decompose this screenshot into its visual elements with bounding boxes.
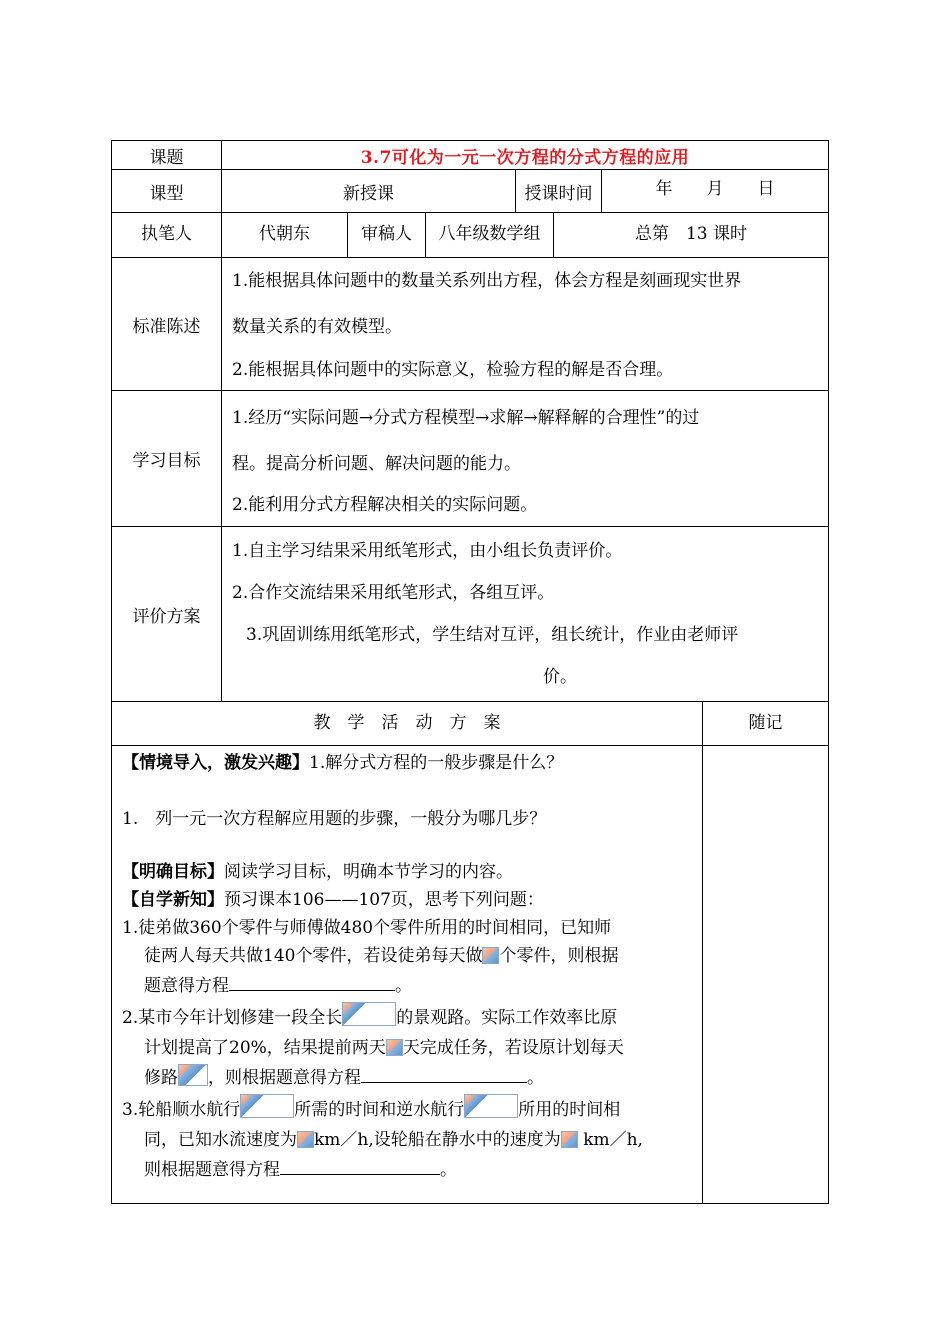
problem-3-line-2: 同，已知水流速度为 km／h,设轮船在静水中的速度为 km／h, [144,1130,643,1150]
goals-body [222,391,829,527]
standards-label: 标准陈述 [112,258,222,391]
problem-2-line-2: 计划提高了20%，结果提前两天 天完成任务，若设原计划每天 [144,1038,624,1058]
formula-image-icon [464,1094,518,1118]
time-value: 年 月 日 [602,170,829,213]
evaluation-line: 1.自主学习结果采用纸笔形式，由小组长负责评价。 [232,541,623,561]
formula-image-icon [178,1064,208,1086]
author-value: 代朝东 [222,213,348,258]
evaluation-line: 价。 [543,667,578,687]
activity-body [112,746,703,1204]
self-study-tag: 【自学新知】 [122,890,224,910]
intro-text: 1.解分式方程的一般步骤是什么？ [309,753,564,773]
formula-image-icon [386,1039,403,1056]
answer-blank [229,972,395,991]
standards-line: 1.能根据具体问题中的数量关系列出方程，体会方程是刻画现实世界 [232,271,742,291]
evaluation-label: 评价方案 [112,527,222,702]
lesson-plan-table [111,140,829,1204]
type-value: 新授课 [222,170,516,213]
goal-text: 阅读学习目标，明确本节学习的内容。 [224,862,513,882]
topic-label: 课题 [112,141,222,170]
problem-1-line-1: 1.徒弟做360个零件与师傅做480个零件所用的时间相同，已知师 [122,918,612,938]
problem-3-line-1: 3.轮船顺水航行 所需的时间和逆水航行 所用的时间相 [122,1094,692,1126]
type-label: 课型 [112,170,222,213]
formula-image-icon [561,1131,578,1148]
notes-header: 随记 [703,702,829,746]
time-label: 授课时间 [516,170,602,213]
goals-line: 1.经历“实际问题→分式方程模型→求解→解释解的合理性”的过 [232,407,700,428]
self-study-text: 预习课本106——107页，思考下列问题： [224,890,544,910]
activity-header: 教 学 活 动 方 案 [112,702,703,746]
goal-tag: 【明确目标】 [122,862,224,882]
reviewer-label: 审稿人 [348,213,426,258]
answer-blank [361,1064,527,1083]
problem-2-line-1: 2.某市今年计划修建一段全长 的景观路。实际工作效率比原 [122,1002,692,1034]
lesson-title: 3.7可化为一元一次方程的分式方程的应用 [222,141,829,170]
intro-tag: 【情境导入，激发兴趣】 [122,753,309,773]
problem-2-line-3: 修路 ，则根据题意得方程 。 [122,1062,692,1094]
standards-line: 2.能根据具体问题中的实际意义，检验方程的解是否合理。 [232,360,674,380]
standards-body [222,258,829,391]
notes-column [703,746,829,1204]
reviewer-value: 八年级数学组 [426,213,554,258]
goals-label: 学习目标 [112,391,222,527]
formula-image-icon [297,1131,314,1148]
goals-line: 程。提高分析问题、解决问题的能力。 [232,453,521,474]
author-label: 执笔人 [112,213,222,258]
problem-3-line-3: 则根据题意得方程 。 [122,1154,692,1186]
answer-blank [280,1156,440,1175]
evaluation-line: 3.巩固训练用纸笔形式，学生结对互评，组长统计，作业由老师评 [246,625,739,645]
problem-1-line-3: 题意得方程 。 [122,970,692,1002]
evaluation-body [222,527,829,702]
formula-image-icon [240,1094,294,1118]
standards-line: 数量关系的有效模型。 [232,317,402,337]
formula-image-icon [342,1002,396,1026]
evaluation-line: 2.合作交流结果采用纸笔形式，各组互评。 [232,583,555,603]
question-1: 1. 列一元一次方程解应用题的步骤，一般分为哪几步？ [122,809,547,829]
goals-line: 2.能利用分式方程解决相关的实际问题。 [232,494,538,515]
formula-image-icon [482,947,499,964]
lesson-number: 总第 13 课时 [554,213,829,258]
problem-1-line-2: 徒两人每天共做140个零件，若设徒弟每天做 个零件，则根据 [144,946,619,966]
